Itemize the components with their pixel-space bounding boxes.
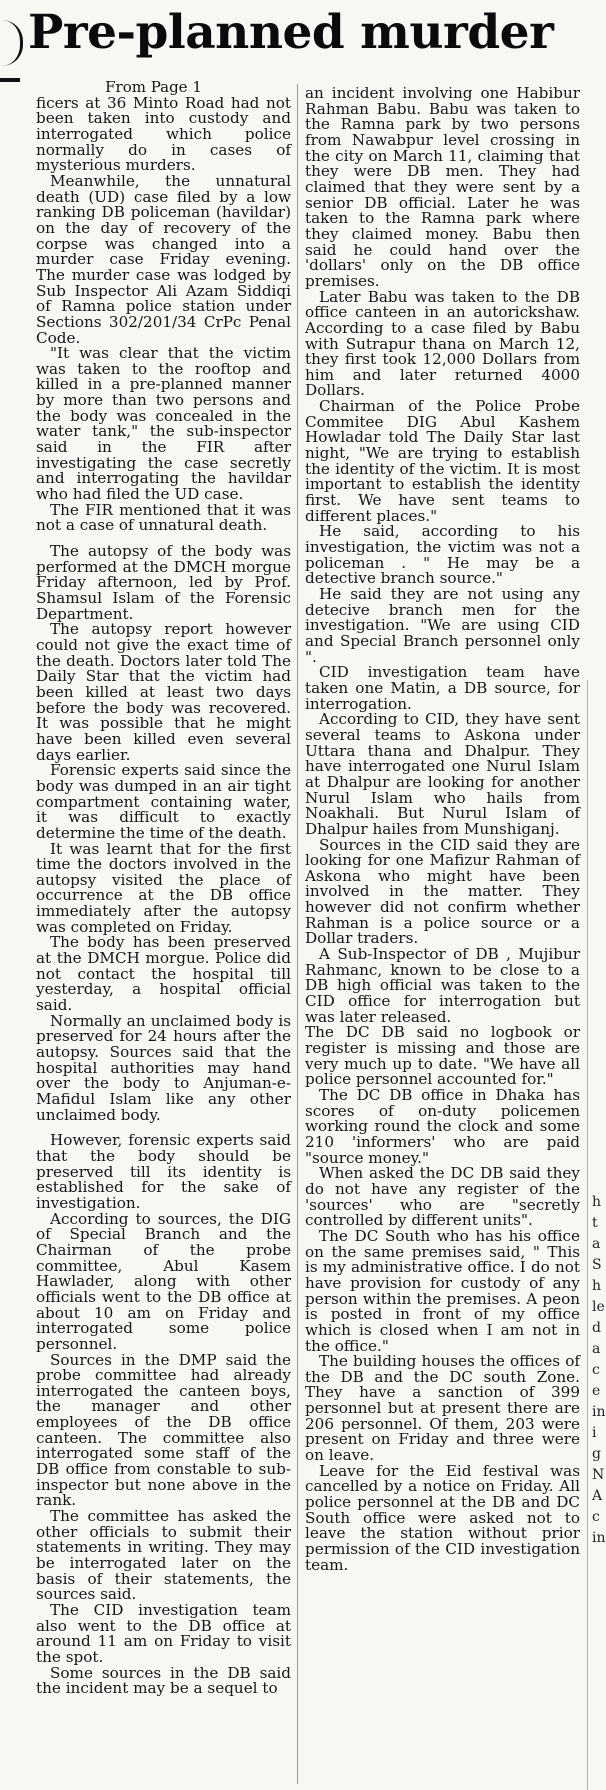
paragraph: The CID investigation team also went to the DB office at around 11 am on Friday to visit the spot. <box>36 1601 291 1666</box>
paragraph: The DC South who has his office on the same premises said, " This is my administrative office. I do not have provision for custody of any person within the premises. A peon is posted in front of my office which is closed when I am not in the office." <box>305 1226 580 1355</box>
paragraph: "It was clear that the victim was taken to the rooftop and killed in a pre-planned manner by more than two persons and the body was concealed in the water tank," the sub-inspector said in the FIR after investigating the case secretly and interrogating the havildar who had filed the UD case. <box>36 344 291 504</box>
adjacent-column-rule <box>0 78 20 82</box>
paragraph: The FIR mentioned that it was not a case of unnatural death. <box>36 500 291 535</box>
paragraph: Sources in the DMP said the probe committee had already interrogated the canteen boys, the manager and other employees of the DB office canteen. The committee also interrogated some staff of the DB office from constable to sub-inspector but none above in the rank. <box>36 1350 291 1510</box>
paragraph: According to CID, they have sent several teams to Askona under Uttara thana and Dhalpur. They have interrogated one Nurul Islam at Dhalpur are looking for another Nurul Islam who hails from Noakhali. But Nurul Islam of Dhalpur hailes from Munshiganj. <box>305 710 580 838</box>
adjacent-column-bracket <box>2 20 23 66</box>
paragraph: ficers at 36 Minto Road had not been taken into custody and interrogated which police normally do in cases of mysterious murders. <box>36 93 291 175</box>
paragraph: CID investigation team have taken one Matin, a DB source, for interrogation. <box>305 663 580 713</box>
paragraph: Normally an unclaimed body is preserved for 24 hours after the autopsy. Sources said that the hospital authorities may hand over the body to Anjuman-e-Mafidul Islam like any other unclaimed body. <box>36 1011 291 1124</box>
paragraph: He said they are not using any detecive branch men for the investigation. "We are using CID and Special Branch personnel only ". <box>305 585 580 666</box>
paragraph: The DC DB said no logbook or register is missing and those are very much up to date. "We have all police personnel accounted for." <box>305 1023 580 1089</box>
text-fragment: a <box>592 1341 601 1357</box>
paragraph: Chairman of the Police Probe Commitee DIG Abul Kashem Howladar told The Daily Star last night, "We are trying to establish the identity of the victim. It is most important to establish the identity first. We have sent teams to different places." <box>305 397 580 525</box>
paragraph: Later Babu was taken to the DB office canteen in an autorickshaw. According to a case filed by Babu with Sutrapur thana on March 12, they first took 12,000 Dollars from him and later returned 4000 Dollars. <box>305 287 580 400</box>
paragraph: A Sub-Inspector of DB , Mujibur Rahmanc, known to be close to a DB high official was taken to the CID office for interrogation but was later released. <box>305 945 580 1026</box>
paragraph: Leave for the Eid festival was cancelled by a notice on Friday. All police personnel at the DB and DC South office were asked not to leave the station without prior permission of the CID investigation team. <box>305 1461 580 1574</box>
text-fragment: e <box>592 1383 601 1399</box>
paragraph: Meanwhile, the unnatural death (UD) case filed by a low ranking DB policeman (havildar) on the day of recovery of the corpse was changed into a murder case Friday evening. The murder case was lodged by Sub Inspector Ali Azam Siddiqi of Ramna police station under Sections 302/201/34 CrPc Penal Code. <box>36 171 291 347</box>
text-fragment: t <box>592 1215 598 1231</box>
paragraph: Some sources in the DB said the incident may be a sequel to <box>36 1663 291 1698</box>
text-fragment: g <box>592 1446 601 1462</box>
paragraph: When asked the DC DB said they do not have any register of the 'sources' who are "secretly controlled by different units". <box>305 1164 580 1230</box>
text-fragment: c <box>592 1362 600 1378</box>
paragraph: The body has been preserved at the DMCH morgue. Police did not contact the hospital till yesterday, a hospital official said. <box>36 933 291 1015</box>
paragraph: According to sources, the DIG of Special Branch and the Chairman of the probe committee, Abul Kasem Hawlader, along with other officials went to the DB office at about 10 am on Friday and interrogated some police personnel. <box>36 1209 291 1353</box>
column-separator <box>297 84 298 1784</box>
article-column-2 <box>305 86 580 1573</box>
paragraph: The DC DB office in Dhaka has scores of on-duty policemen working round the clock and some 210 'informers' who are paid "source money." <box>305 1086 580 1167</box>
adjacent-article-fragments <box>592 1192 606 1549</box>
text-fragment: in <box>592 1404 606 1420</box>
text-fragment: N <box>592 1467 605 1483</box>
adjacent-article-separator <box>587 680 588 1790</box>
paragraph: The autopsy report however could not give the exact time of the death. Doctors later told The Daily Star that the victim had been killed at least two days before the body was recovered. It was possible that he might have been killed even several days earlier. <box>36 620 291 764</box>
paragraph: Forensic experts said since the body was dumped in an air tight compartment containing water, it was difficult to exactly determine the time of the death. <box>36 761 291 842</box>
text-fragment: h <box>592 1278 602 1294</box>
text-fragment: in <box>592 1530 606 1546</box>
paragraph: However, forensic experts said that the body should be preserved till its identity is established for the sake of investigation. <box>36 1131 291 1212</box>
paragraph: The building houses the offices of the DB and the DC south Zone. They have a sanction of 399 personnel but at present there are 206 personnel. Of them, 203 were present on Friday and three were on leave. <box>305 1352 580 1465</box>
from-page-label: From Page 1 <box>105 78 202 96</box>
text-fragment: a <box>592 1236 601 1252</box>
paragraph: He said, according to his investigation, the victim was not a policeman . " He may be a detective branch source." <box>305 522 580 588</box>
text-fragment: A <box>592 1488 603 1504</box>
article-column-1 <box>36 80 291 1697</box>
paragraph: The autopsy of the body was performed at the DMCH morgue Friday afternoon, led by Prof. Shamsul Islam of the Forensic Department. <box>36 542 291 623</box>
text-fragment: c <box>592 1509 600 1525</box>
text-fragment: d <box>592 1320 601 1336</box>
paragraph: Sources in the CID said they are looking for one Mafizur Rahman of Askona who might have been involved in the matter. They however did not confirm whether Rahman is a police source or a Dollar traders. <box>305 835 580 948</box>
text-fragment: S <box>592 1257 602 1273</box>
paragraph: It was learnt that for the first time the doctors involved in the autopsy visited the place of occurrence at the DB office immediately after the autopsy was completed on Friday. <box>36 839 291 936</box>
paragraph: an incident involving one Habibur Rahman Babu. Babu was taken to the Ramna park by two persons from Nawabpur level crossing in the city on March 11, claiming that they were DB men. They had claimed that they were sent by a senior DB official. Later he was taken to the Ramna park where they claimed money. Babu then said he could hand over the 'dollars' only on the DB office premises. <box>305 84 580 290</box>
text-fragment: i <box>592 1425 597 1441</box>
text-fragment: h <box>592 1194 602 1210</box>
paragraph: The committee has asked the other officials to submit their statements in writing. They may be interrogated later on the basis of their statements, the sources said. <box>36 1507 291 1604</box>
headline: Pre-planned murder <box>28 5 554 60</box>
text-fragment: le <box>592 1299 605 1315</box>
